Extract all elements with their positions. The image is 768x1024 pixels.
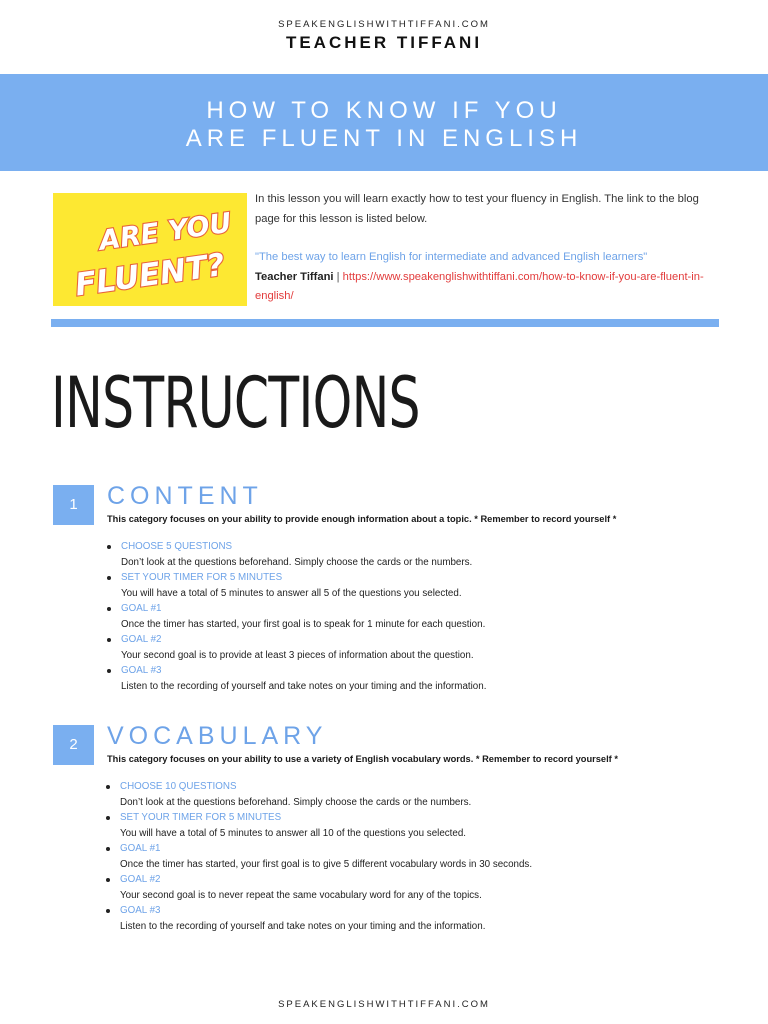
- bullet-icon: [107, 669, 111, 673]
- footer-site-url: SPEAKENGLISHWITHTIFFANI.COM: [278, 999, 490, 1010]
- banner-title-line-1: HOW TO KNOW IF YOU: [206, 97, 562, 124]
- list-item: [107, 663, 707, 694]
- section-title-content: CONTENT: [107, 482, 263, 510]
- intro-separator: |: [336, 270, 340, 283]
- intro-attribution: [255, 268, 725, 307]
- section-title-vocabulary: VOCABULARY: [107, 722, 328, 750]
- intro-block: [255, 190, 725, 307]
- item-heading: CHOOSE 5 QUESTIONS: [121, 541, 233, 552]
- item-description: You will have a total of 5 minutes to answer all 5 of the questions you selected.: [121, 587, 462, 599]
- section-item-list: [107, 539, 707, 694]
- list-item: [107, 570, 707, 601]
- badge-text-line-2: FLUENT?: [72, 246, 228, 304]
- site-url: SPEAKENGLISHWITHTIFFANI.COM: [278, 19, 490, 30]
- item-heading: GOAL #1: [120, 843, 161, 854]
- bullet-icon: [106, 909, 110, 913]
- bullet-icon: [106, 785, 110, 789]
- item-description: Listen to the recording of yourself and take notes on your timing and the information.: [121, 680, 487, 692]
- title-banner: [0, 74, 768, 171]
- item-description: Don’t look at the questions beforehand. Simply choose the cards or the numbers.: [121, 556, 473, 568]
- list-item: [107, 601, 707, 632]
- bullet-icon: [107, 576, 111, 580]
- item-description: Once the timer has started, your first goal is to speak for 1 minute for each question.: [121, 618, 486, 630]
- blog-link[interactable]: https://www.speakenglishwithtiffani.com/how-to-know-if-you-are-fluent-in-english/: [255, 270, 704, 302]
- item-heading: CHOOSE 10 QUESTIONS: [120, 781, 237, 792]
- item-heading: SET YOUR TIMER FOR 5 MINUTES: [120, 812, 282, 823]
- intro-quote: "The best way to learn English for intermediate and advanced English learners": [255, 251, 648, 263]
- item-description: Don’t look at the questions beforehand. Simply choose the cards or the numbers.: [120, 796, 472, 808]
- item-heading: GOAL #3: [121, 665, 162, 676]
- bullet-icon: [106, 847, 110, 851]
- list-item: [107, 539, 707, 570]
- section-description: This category focuses on your ability to use a variety of English vocabulary words. * Remember to record yourself *: [107, 754, 618, 764]
- item-heading: GOAL #1: [121, 603, 162, 614]
- bullet-icon: [107, 545, 111, 549]
- item-heading: GOAL #2: [120, 874, 161, 885]
- bullet-icon: [107, 607, 111, 611]
- list-item: [106, 903, 706, 934]
- bullet-icon: [107, 638, 111, 642]
- list-item: [106, 779, 706, 810]
- are-you-fluent-artwork: [53, 193, 247, 306]
- section-description: This category focuses on your ability to provide enough information about a topic. * Remember to record yourself *: [107, 514, 617, 524]
- banner-title-line-2: ARE FLUENT IN ENGLISH: [185, 125, 583, 152]
- item-description: Once the timer has started, your first goal is to give 5 different vocabulary words in 30 seconds.: [120, 858, 533, 870]
- section-number-badge: 2: [53, 725, 94, 765]
- brand-name: TEACHER TIFFANI: [285, 33, 483, 52]
- intro-author: Teacher Tiffani: [255, 270, 334, 283]
- list-item: [107, 632, 707, 663]
- item-description: Listen to the recording of yourself and take notes on your timing and the information.: [120, 920, 486, 932]
- list-item: [106, 872, 706, 903]
- item-heading: GOAL #3: [120, 905, 161, 916]
- item-heading: GOAL #2: [121, 634, 162, 645]
- bullet-icon: [106, 878, 110, 882]
- section-item-list: [106, 779, 706, 934]
- instructions-heading: INSTRUCTIONS: [51, 362, 420, 444]
- list-item: [106, 810, 706, 841]
- intro-text: In this lesson you will learn exactly how to test your fluency in English. The link to the blog page for this lesson is listed below.: [255, 193, 699, 225]
- item-heading: SET YOUR TIMER FOR 5 MINUTES: [121, 572, 283, 583]
- are-you-fluent-badge: [53, 193, 247, 306]
- item-description: Your second goal is to provide at least 3 pieces of information about the question.: [121, 649, 474, 661]
- item-description: Your second goal is to never repeat the same vocabulary word for any of the topics.: [120, 889, 482, 901]
- bullet-icon: [106, 816, 110, 820]
- list-item: [106, 841, 706, 872]
- section-number-badge: 1: [53, 485, 94, 525]
- badge-text-line-1: ARE YOU: [97, 207, 234, 257]
- section-divider: [51, 319, 719, 327]
- item-description: You will have a total of 5 minutes to answer all 10 of the questions you selected.: [120, 827, 467, 839]
